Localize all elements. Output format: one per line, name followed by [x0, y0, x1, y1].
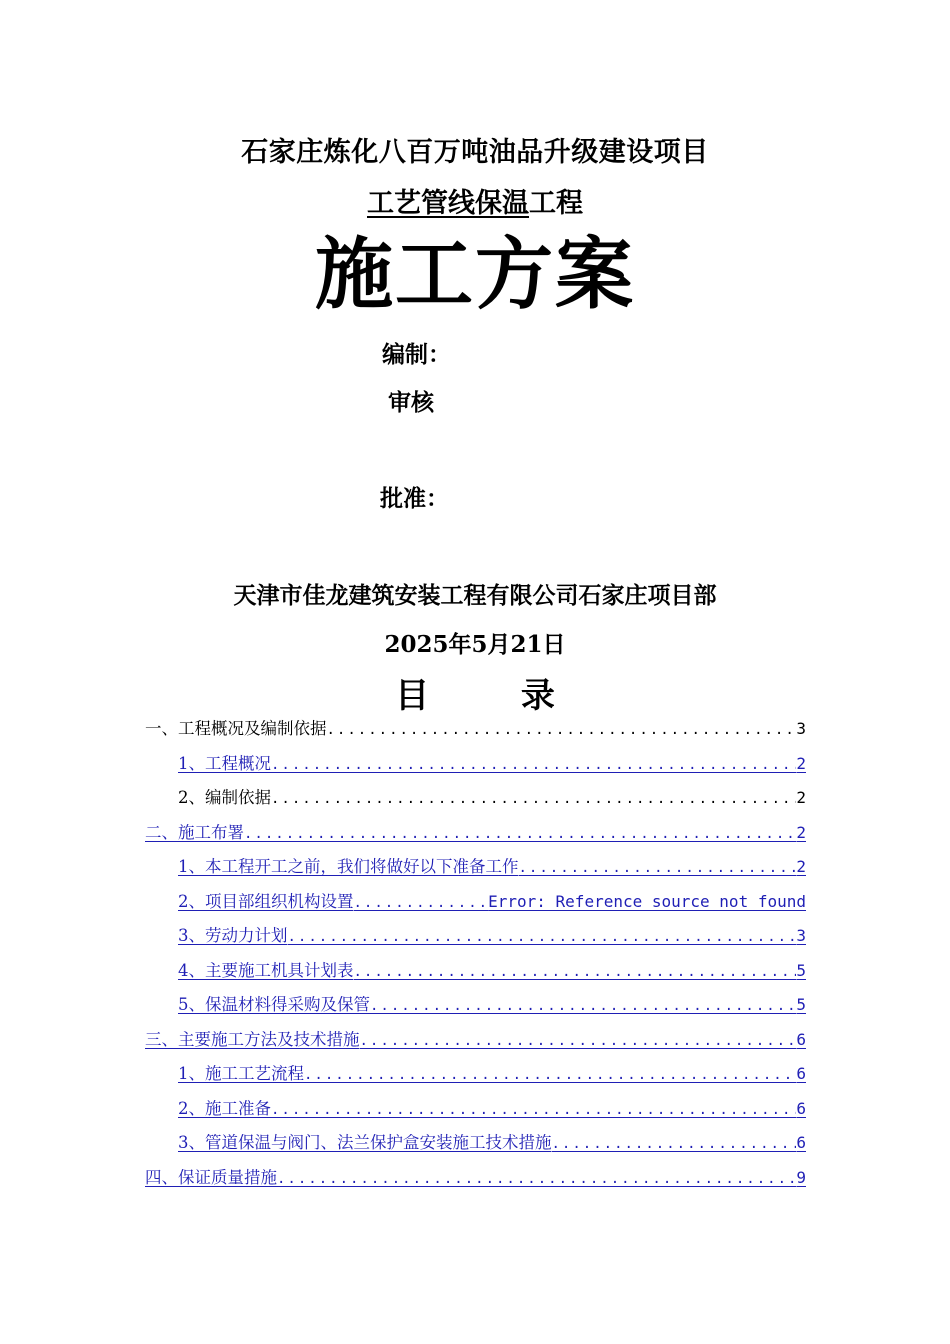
toc-entry-page: 3	[796, 719, 806, 738]
toc-entry[interactable]	[145, 712, 806, 746]
toc-entry-label: 3、管道保温与阀门、法兰保护盒安装施工技术措施	[178, 1133, 552, 1152]
toc-title: 目 录	[395, 676, 595, 716]
toc-entry-label: 四、保证质量措施	[145, 1167, 277, 1187]
toc-entry[interactable]	[145, 1023, 806, 1057]
toc-entry-page: 9	[796, 1167, 806, 1187]
toc-entry[interactable]	[178, 885, 806, 919]
company-name: 天津市佳龙建筑安装工程有限公司石家庄项目部	[233, 582, 717, 609]
toc-leader-dots	[271, 782, 796, 815]
toc-entry[interactable]	[178, 850, 806, 884]
toc-leader-dots	[327, 713, 797, 746]
toc-entry[interactable]	[178, 1057, 806, 1091]
toc-entry[interactable]	[178, 1092, 806, 1126]
toc-entry-page: 2	[796, 822, 806, 842]
toc-leader-dots	[304, 1058, 796, 1091]
toc-entry-page: 3	[796, 926, 806, 945]
project-title: 石家庄炼化八百万吨油品升级建设项目	[241, 137, 709, 168]
toc-leader-dots	[354, 886, 489, 919]
toc-entry[interactable]	[178, 781, 806, 815]
toc-entry-label: 5、保温材料得采购及保管	[178, 995, 370, 1014]
toc-entry-page: 5	[796, 995, 806, 1014]
toc-leader-dots	[552, 1127, 797, 1160]
toc-entry[interactable]	[178, 954, 806, 988]
toc-entry-label: 2、编制依据	[178, 788, 271, 807]
toc-entry-label: 一、工程概况及编制依据	[145, 719, 327, 738]
toc-leader-dots	[370, 989, 796, 1022]
toc-leader-dots	[244, 817, 796, 850]
toc-entry-label: 2、项目部组织机构设置	[178, 891, 354, 911]
toc-entry-page: 5	[796, 960, 806, 980]
toc-entry-label: 3、劳动力计划	[178, 926, 288, 945]
toc-entry[interactable]	[145, 816, 806, 850]
toc-entry[interactable]	[178, 747, 806, 781]
toc-leader-dots	[360, 1024, 797, 1057]
toc-entry-page: 2	[796, 857, 806, 876]
toc-leader-dots	[354, 955, 797, 988]
toc-leader-dots	[271, 1093, 796, 1126]
toc-leader-dots	[288, 920, 797, 953]
main-title: 施工方案	[314, 229, 635, 320]
toc-entry-label: 4、主要施工机具计划表	[178, 960, 354, 980]
toc-entry[interactable]	[145, 1161, 806, 1195]
toc-entry-page: 6	[796, 1064, 806, 1083]
toc-entry-label: 1、本工程开工之前，我们将做好以下准备工作	[178, 857, 519, 876]
approved-by-label: 批准：	[380, 485, 449, 512]
subtitle-underlined-part: 工艺管线保温	[367, 188, 529, 219]
toc-leader-dots	[277, 1162, 796, 1195]
subtitle-rest: 工程	[529, 188, 583, 219]
toc-leader-dots	[519, 851, 797, 884]
toc-entry[interactable]	[178, 988, 806, 1022]
toc-entry-label: 1、施工工艺流程	[178, 1064, 304, 1083]
toc-leader-dots	[271, 748, 796, 781]
toc-entry-page: 6	[796, 1133, 806, 1152]
toc-entry-label: 二、施工布署	[145, 822, 244, 842]
toc-entry-page: 6	[796, 1098, 806, 1118]
reviewed-by-label: 审核	[388, 389, 434, 416]
toc-entry-page: Error: Reference source not found	[488, 891, 806, 911]
document-date: 2025年5月21日	[384, 631, 566, 658]
toc-entry-page: 2	[796, 753, 806, 773]
compiled-by-label: 编制：	[382, 341, 451, 368]
toc-entry-label: 2、施工准备	[178, 1098, 271, 1118]
toc-entry-page: 6	[796, 1029, 806, 1049]
toc-entry-label: 1、工程概况	[178, 753, 271, 773]
toc-entry-label: 三、主要施工方法及技术措施	[145, 1029, 360, 1049]
toc-entry[interactable]	[178, 919, 806, 953]
project-subtitle	[0, 181, 950, 220]
toc-entry[interactable]	[178, 1126, 806, 1160]
toc-entry-page: 2	[796, 788, 806, 807]
